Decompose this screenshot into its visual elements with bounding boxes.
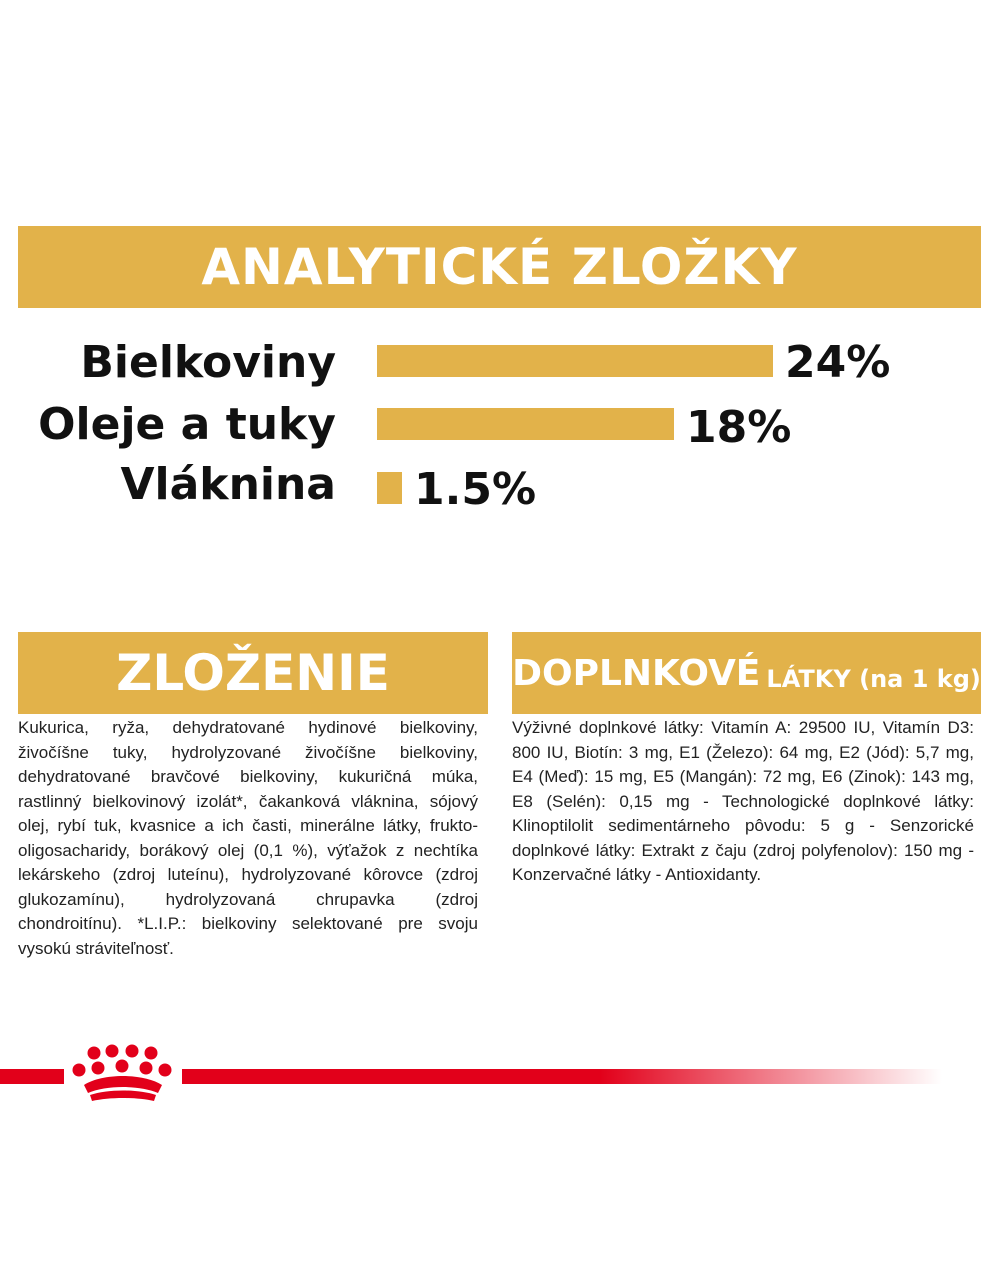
additives-title-small: LÁTKY (na 1 kg) <box>766 665 981 693</box>
nutrient-value-fiber: 1.5% <box>414 464 537 515</box>
nutrient-bar-fat <box>377 408 674 440</box>
crown-icon <box>66 1043 180 1105</box>
additives-title-banner <box>512 632 981 714</box>
nutrient-bar-fiber <box>377 472 402 504</box>
analytic-title: ANALYTICKÉ ZLOŽKY <box>201 238 798 296</box>
additives-text: Výživné doplnkové látky: Vitamín A: 29500 IU, Vitamín D3: 800 IU, Biotín: 3 mg, E1 (Železo): 64 mg, E2 (Jód): 5,7 mg, E4 (Meď): 15 mg, E5 (Mangán): 72 mg, E6 (Zinok): 143 mg, E8 (Selén): 0,15 mg - Technologické doplnkové látky: Klinoptilolit sedimentárneho pôvodu: 5 g - Senzorické doplnkové látky: Extrakt z čaju (zdroj polyfenolov): 150 mg - Konzervačné látky - Antioxidanty. <box>512 718 974 884</box>
nutrient-label-fiber: Vláknina <box>120 459 336 510</box>
nutrient-value-fat: 18% <box>686 402 792 453</box>
composition-title: ZLOŽENIE <box>116 644 390 702</box>
composition-text: Kukurica, ryža, dehydratované hydinové bielkoviny, živočíšne tuky, hydrolyzované živočíšne bielkoviny, dehydratované bravčové bielkoviny, kukuričná múka, rastlinný bielkovinový izolát*, čakanková vláknina, sójový olej, rybí tuk, kvasnice a ich časti, minerálne látky, frukto-oligosacharidy, borákový olej (0,1 %), výťažok z nechtíka lekárskeho (zdroj luteínu), hydrolyzované kôrovce (zdroj glukozamínu), hydrolyzovaná chrupavka (zdroj chondroitínu). *L.I.P.: bielkoviny selektované pre svoju vysokú stráviteľnosť. <box>18 718 478 958</box>
nutrient-value-protein: 24% <box>785 337 891 388</box>
nutrient-label-protein: Bielkoviny <box>80 337 336 388</box>
footer-line-left <box>0 1069 64 1084</box>
additives-title-main: DOPLNKOVÉ <box>512 652 761 694</box>
composition-title-banner <box>18 632 488 714</box>
nutrient-label-fat: Oleje a tuky <box>38 399 336 450</box>
footer-line-right <box>182 1069 942 1084</box>
nutrient-bar-protein <box>377 345 773 377</box>
analytic-title-banner <box>18 226 981 308</box>
